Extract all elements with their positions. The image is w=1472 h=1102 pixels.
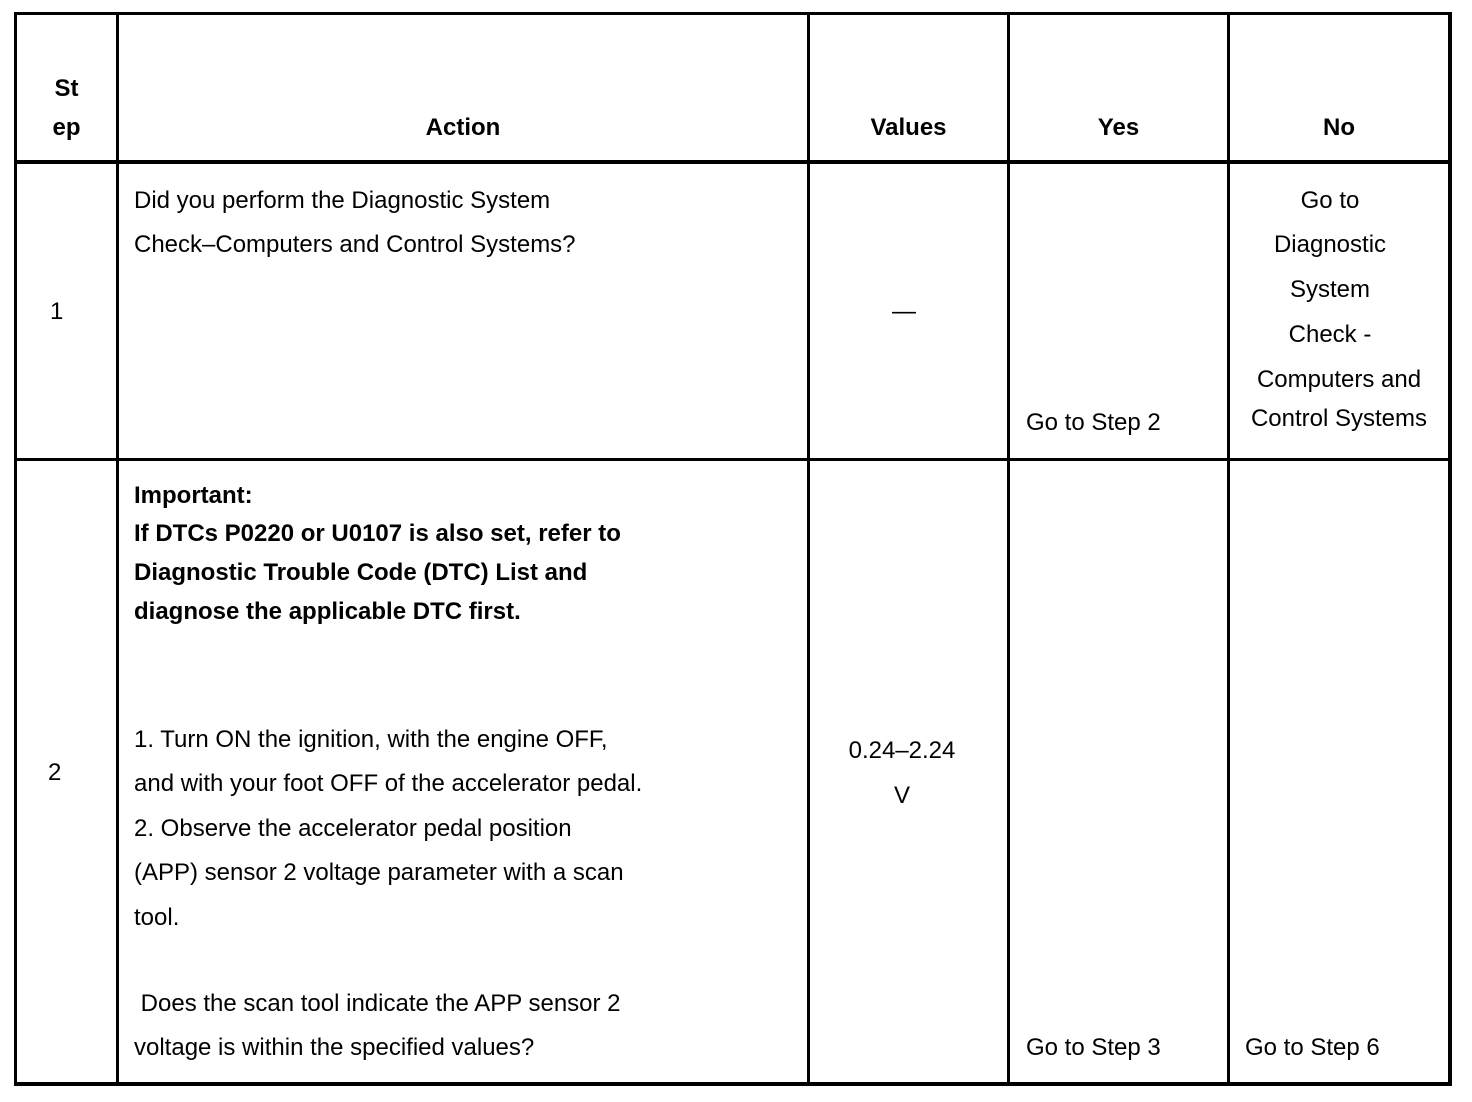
important-text-line: If DTCs P0220 or U0107 is also set, refer to	[134, 520, 621, 547]
question-text-line: voltage is within the specified values?	[134, 1034, 535, 1061]
no-text-line: Diagnostic	[1273, 231, 1387, 258]
important-label: Important:	[134, 482, 253, 509]
row-divider	[14, 458, 1452, 461]
table-border-top	[14, 12, 1452, 15]
table-border-right	[1448, 12, 1452, 1086]
action-text-line: 1. Turn ON the ignition, with the engine OFF,	[134, 726, 608, 753]
header-step-line2: ep	[52, 114, 81, 141]
no-text-line: System	[1289, 276, 1370, 303]
action-text-line: Check–Computers and Control Systems?	[134, 231, 576, 258]
action-text-line: 2. Observe the accelerator pedal position	[134, 815, 572, 842]
table-border-left	[14, 12, 17, 1086]
action-text-line: Did you perform the Diagnostic System	[134, 187, 551, 214]
action-text-line: tool.	[134, 904, 180, 931]
yes-text: Go to Step 3	[1026, 1034, 1161, 1061]
col-divider-yes	[1007, 12, 1010, 1086]
col-divider-values	[807, 12, 810, 1086]
important-text-line: diagnose the applicable DTC first.	[134, 598, 521, 625]
question-text-line: Does the scan tool indicate the APP sensor 2	[134, 990, 621, 1017]
header-step-line1: St	[54, 75, 79, 102]
header-no: No	[1323, 114, 1355, 141]
no-text-line: Go to	[1300, 187, 1360, 214]
no-text-line: Check -	[1288, 321, 1372, 348]
header-yes: Yes	[1097, 114, 1140, 141]
step-number: 1	[50, 298, 64, 325]
col-divider-no	[1227, 12, 1230, 1086]
header-action: Action	[425, 114, 501, 141]
action-text-line: and with your foot OFF of the accelerator pedal.	[134, 770, 643, 797]
no-text-line: Computers and	[1256, 366, 1422, 393]
header-values: Values	[870, 114, 947, 141]
yes-text: Go to Step 2	[1026, 409, 1161, 436]
value-text: —	[892, 298, 916, 325]
value-text-line: V	[893, 782, 910, 809]
col-divider-action	[116, 12, 119, 1086]
step-number: 2	[48, 759, 62, 786]
header-divider	[14, 160, 1452, 164]
important-text-line: Diagnostic Trouble Code (DTC) List and	[134, 559, 588, 586]
value-text-line: 0.24–2.24	[848, 737, 956, 764]
no-text: Go to Step 6	[1245, 1034, 1380, 1061]
action-text-line: (APP) sensor 2 voltage parameter with a scan	[134, 859, 624, 886]
table-border-bottom	[14, 1082, 1452, 1086]
no-text-line: Control Systems	[1250, 405, 1428, 432]
